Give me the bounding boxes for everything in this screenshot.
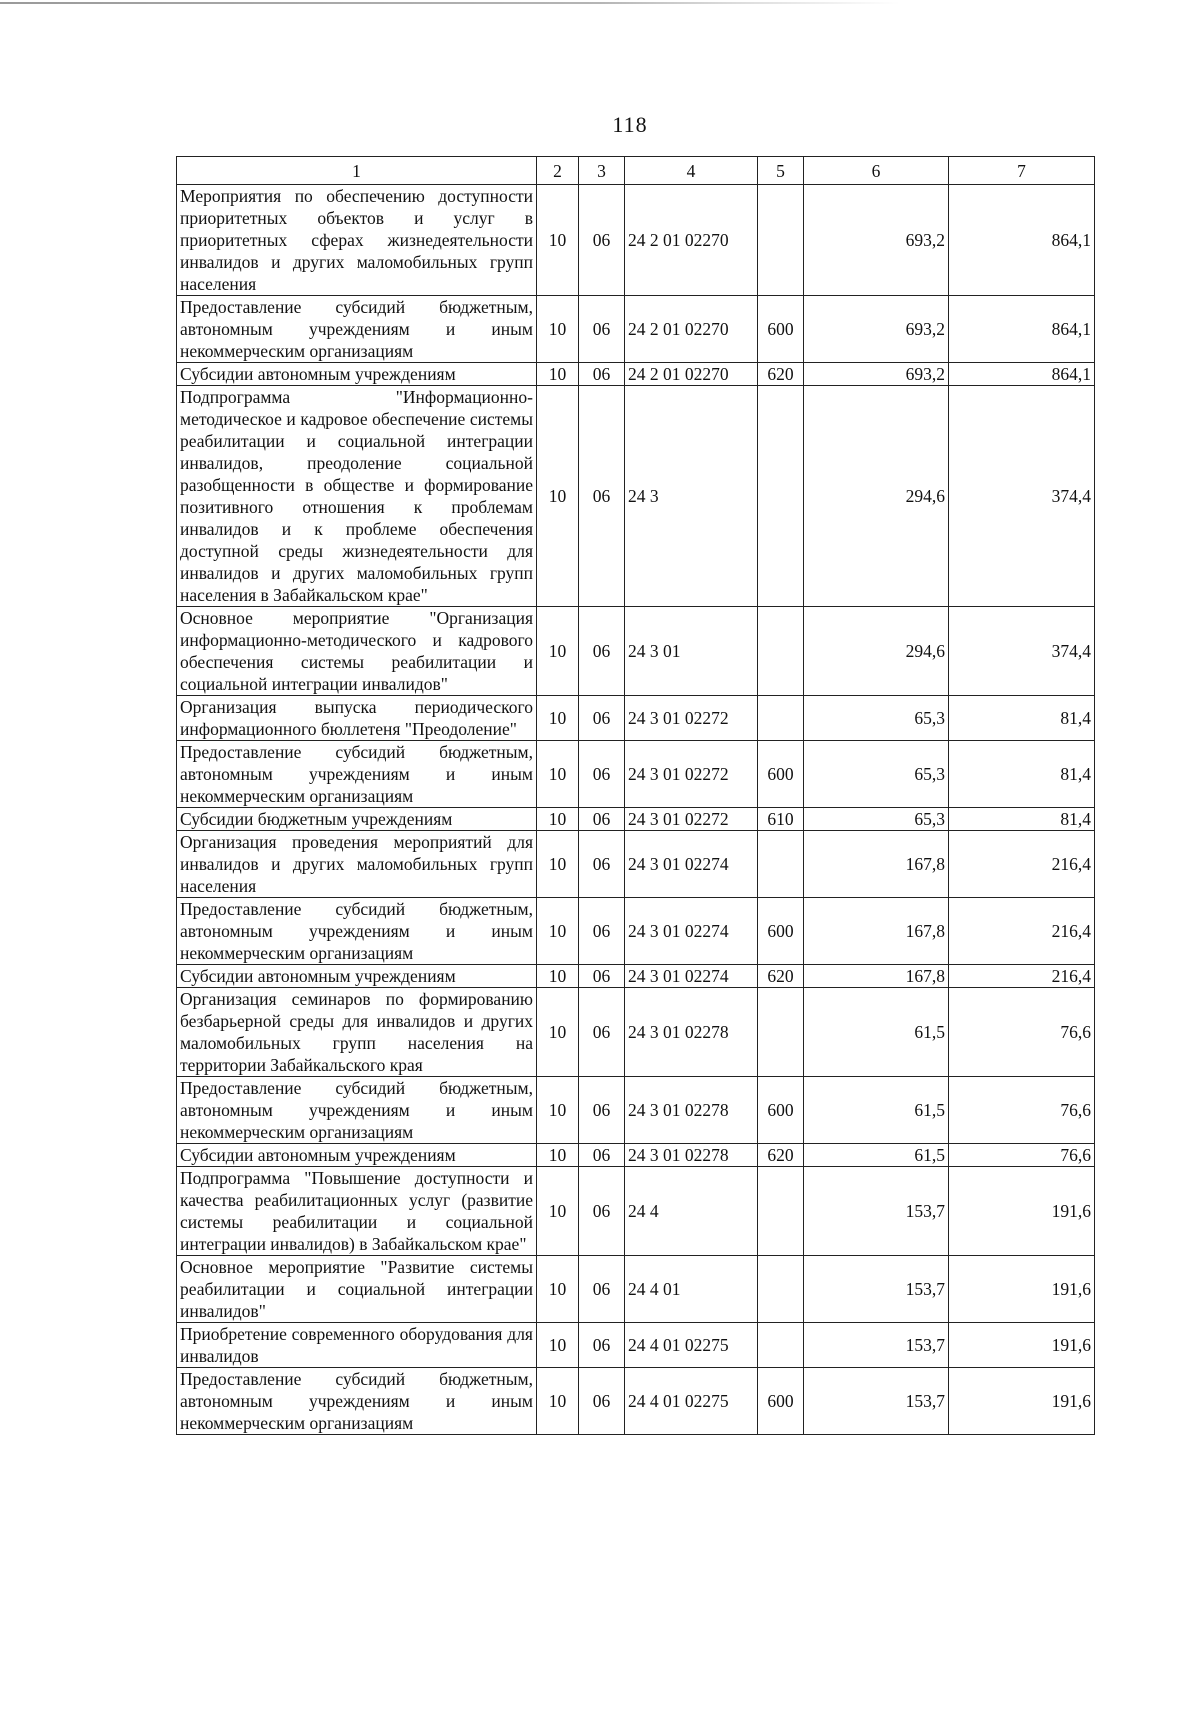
row-expense-type-cell: 600 [758,1368,804,1435]
row-subsection-cell: 06 [579,607,625,696]
row-target-article-cell: 24 3 01 02272 [625,741,758,808]
row-amount-1-cell: 167,8 [804,831,949,898]
row-expense-type-cell [758,1323,804,1368]
row-name-cell: Организация проведения мероприятий для инвалидов и других маломобильных групп населения [177,831,537,898]
header-col-6: 6 [804,157,949,185]
row-amount-1-cell: 167,8 [804,898,949,965]
table-row [177,1077,1095,1144]
row-section-cell: 10 [537,1256,579,1323]
row-name-cell: Подпрограмма "Информационно-методическое и кадровое обеспечение системы реабилитации и социальной интеграции инвалидов, преодоление социальной разобщенности в обществе и формирование позитивного отношения к проблемам инвалидов и к проблеме обеспечения доступной среды жизнедеятельности для инвалидов и других маломобильных групп населения в Забайкальском крае" [177,386,537,607]
row-target-article-cell: 24 3 01 02272 [625,696,758,741]
row-subsection-cell: 06 [579,1167,625,1256]
row-subsection-cell: 06 [579,386,625,607]
row-amount-2-cell: 81,4 [949,696,1095,741]
table-row [177,1323,1095,1368]
row-section-cell: 10 [537,988,579,1077]
row-amount-1-cell: 294,6 [804,607,949,696]
row-expense-type-cell: 610 [758,808,804,831]
row-amount-2-cell: 216,4 [949,898,1095,965]
row-target-article-cell: 24 2 01 02270 [625,296,758,363]
row-amount-1-cell: 167,8 [804,965,949,988]
row-target-article-cell: 24 3 01 02274 [625,965,758,988]
row-expense-type-cell: 600 [758,1077,804,1144]
row-expense-type-cell: 600 [758,741,804,808]
row-name-cell: Субсидии бюджетным учреждениям [177,808,537,831]
table-row [177,965,1095,988]
row-amount-2-cell: 191,6 [949,1167,1095,1256]
row-amount-1-cell: 693,2 [804,296,949,363]
table-row [177,741,1095,808]
row-amount-2-cell: 76,6 [949,988,1095,1077]
header-col-5: 5 [758,157,804,185]
row-section-cell: 10 [537,1077,579,1144]
row-amount-1-cell: 61,5 [804,988,949,1077]
row-name-cell: Предоставление субсидий бюджетным, автономным учреждениям и иным некоммерческим организациям [177,898,537,965]
budget-table [176,156,1095,1435]
row-subsection-cell: 06 [579,1368,625,1435]
row-amount-1-cell: 153,7 [804,1167,949,1256]
table-row [177,898,1095,965]
table-header [177,157,1095,185]
row-name-cell: Основное мероприятие "Развитие системы реабилитации и социальной интеграции инвалидов" [177,1256,537,1323]
row-subsection-cell: 06 [579,831,625,898]
scan-edge-line [0,2,1200,4]
row-amount-1-cell: 153,7 [804,1256,949,1323]
row-subsection-cell: 06 [579,1077,625,1144]
row-expense-type-cell [758,386,804,607]
row-expense-type-cell: 620 [758,1144,804,1167]
row-section-cell: 10 [537,296,579,363]
row-section-cell: 10 [537,1144,579,1167]
table-row [177,831,1095,898]
row-name-cell: Подпрограмма "Повышение доступности и качества реабилитационных услуг (развитие системы реабилитации и социальной интеграции инвалидов) в Забайкальском крае" [177,1167,537,1256]
row-amount-2-cell: 374,4 [949,386,1095,607]
row-subsection-cell: 06 [579,696,625,741]
row-expense-type-cell [758,1167,804,1256]
row-expense-type-cell: 620 [758,965,804,988]
row-expense-type-cell [758,607,804,696]
row-target-article-cell: 24 4 01 02275 [625,1368,758,1435]
row-section-cell: 10 [537,607,579,696]
row-section-cell: 10 [537,741,579,808]
row-name-cell: Приобретение современного оборудования для инвалидов [177,1323,537,1368]
row-amount-2-cell: 191,6 [949,1323,1095,1368]
row-target-article-cell: 24 3 01 02278 [625,1144,758,1167]
row-expense-type-cell: 620 [758,363,804,386]
row-name-cell: Предоставление субсидий бюджетным, автономным учреждениям и иным некоммерческим организациям [177,296,537,363]
row-name-cell: Предоставление субсидий бюджетным, автономным учреждениям и иным некоммерческим организациям [177,741,537,808]
row-expense-type-cell [758,696,804,741]
row-subsection-cell: 06 [579,741,625,808]
row-target-article-cell: 24 3 01 02278 [625,988,758,1077]
row-amount-2-cell: 76,6 [949,1144,1095,1167]
row-target-article-cell: 24 4 [625,1167,758,1256]
table-row [177,808,1095,831]
header-col-4: 4 [625,157,758,185]
row-section-cell: 10 [537,965,579,988]
row-amount-2-cell: 191,6 [949,1256,1095,1323]
row-subsection-cell: 06 [579,185,625,296]
row-target-article-cell: 24 2 01 02270 [625,363,758,386]
row-subsection-cell: 06 [579,988,625,1077]
row-subsection-cell: 06 [579,296,625,363]
header-col-1: 1 [177,157,537,185]
row-expense-type-cell [758,185,804,296]
row-amount-1-cell: 153,7 [804,1368,949,1435]
row-target-article-cell: 24 3 01 [625,607,758,696]
row-subsection-cell: 06 [579,898,625,965]
row-amount-1-cell: 693,2 [804,185,949,296]
row-amount-2-cell: 216,4 [949,831,1095,898]
row-target-article-cell: 24 3 [625,386,758,607]
row-amount-1-cell: 65,3 [804,696,949,741]
table-row [177,607,1095,696]
row-subsection-cell: 06 [579,1323,625,1368]
row-target-article-cell: 24 4 01 02275 [625,1323,758,1368]
row-amount-1-cell: 693,2 [804,363,949,386]
row-section-cell: 10 [537,808,579,831]
row-amount-1-cell: 61,5 [804,1077,949,1144]
table-row [177,363,1095,386]
row-subsection-cell: 06 [579,363,625,386]
row-expense-type-cell [758,988,804,1077]
table-row [177,696,1095,741]
row-amount-2-cell: 81,4 [949,808,1095,831]
table-row [177,386,1095,607]
row-amount-1-cell: 153,7 [804,1323,949,1368]
row-amount-2-cell: 864,1 [949,363,1095,386]
table-row [177,296,1095,363]
row-name-cell: Субсидии автономным учреждениям [177,965,537,988]
row-subsection-cell: 06 [579,808,625,831]
table-row [177,1144,1095,1167]
row-name-cell: Организация семинаров по формированию безбарьерной среды для инвалидов и других маломобильных групп населения на территории Забайкальского края [177,988,537,1077]
table-row [177,1256,1095,1323]
table-row [177,185,1095,296]
row-amount-1-cell: 65,3 [804,808,949,831]
row-section-cell: 10 [537,831,579,898]
row-target-article-cell: 24 3 01 02278 [625,1077,758,1144]
row-amount-2-cell: 864,1 [949,296,1095,363]
row-amount-2-cell: 81,4 [949,741,1095,808]
row-expense-type-cell: 600 [758,898,804,965]
table-row [177,988,1095,1077]
row-subsection-cell: 06 [579,1256,625,1323]
row-name-cell: Организация выпуска периодического информационного бюллетеня "Преодоление" [177,696,537,741]
row-name-cell: Предоставление субсидий бюджетным, автономным учреждениям и иным некоммерческим организациям [177,1368,537,1435]
row-subsection-cell: 06 [579,1144,625,1167]
row-target-article-cell: 24 3 01 02274 [625,831,758,898]
row-name-cell: Предоставление субсидий бюджетным, автономным учреждениям и иным некоммерческим организациям [177,1077,537,1144]
row-amount-2-cell: 864,1 [949,185,1095,296]
header-col-2: 2 [537,157,579,185]
row-section-cell: 10 [537,898,579,965]
header-col-3: 3 [579,157,625,185]
row-name-cell: Мероприятия по обеспечению доступности приоритетных объектов и услуг в приоритетных сферах жизнедеятельности инвалидов и других маломобильных групп населения [177,185,537,296]
row-subsection-cell: 06 [579,965,625,988]
row-section-cell: 10 [537,1368,579,1435]
row-section-cell: 10 [537,1167,579,1256]
row-target-article-cell: 24 3 01 02274 [625,898,758,965]
row-section-cell: 10 [537,386,579,607]
row-amount-2-cell: 216,4 [949,965,1095,988]
row-target-article-cell: 24 3 01 02272 [625,808,758,831]
row-target-article-cell: 24 2 01 02270 [625,185,758,296]
row-target-article-cell: 24 4 01 [625,1256,758,1323]
table-body [177,185,1095,1435]
table-row [177,1167,1095,1256]
row-section-cell: 10 [537,185,579,296]
row-section-cell: 10 [537,1323,579,1368]
row-name-cell: Субсидии автономным учреждениям [177,363,537,386]
header-col-7: 7 [949,157,1095,185]
row-section-cell: 10 [537,363,579,386]
row-amount-2-cell: 191,6 [949,1368,1095,1435]
row-amount-1-cell: 61,5 [804,1144,949,1167]
row-name-cell: Субсидии автономным учреждениям [177,1144,537,1167]
header-row [177,157,1095,185]
row-section-cell: 10 [537,696,579,741]
page-number: 118 [612,112,648,137]
row-name-cell: Основное мероприятие "Организация информационно-методического и кадрового обеспечения системы реабилитации и социальной интеграции инвалидов" [177,607,537,696]
row-amount-1-cell: 65,3 [804,741,949,808]
table-row [177,1368,1095,1435]
row-expense-type-cell: 600 [758,296,804,363]
row-amount-1-cell: 294,6 [804,386,949,607]
row-expense-type-cell [758,831,804,898]
row-amount-2-cell: 76,6 [949,1077,1095,1144]
row-amount-2-cell: 374,4 [949,607,1095,696]
row-expense-type-cell [758,1256,804,1323]
